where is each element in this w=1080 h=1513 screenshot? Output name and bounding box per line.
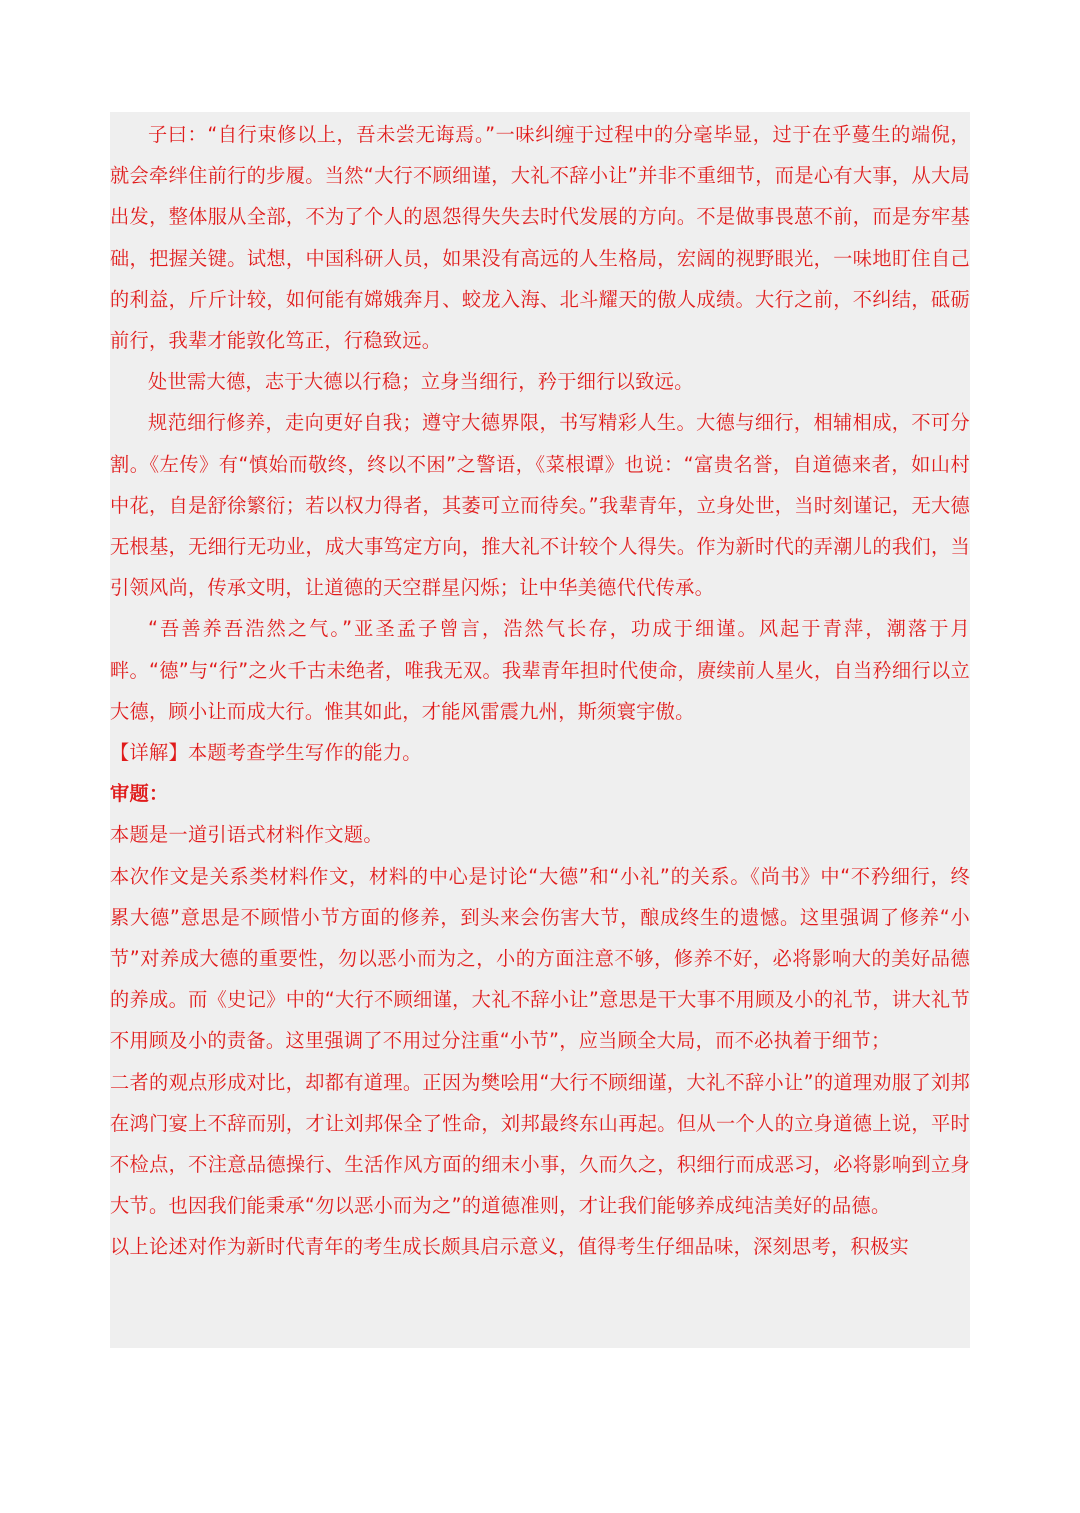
paragraph: 以上论述对作为新时代青年的考生成长颇具启示意义，值得考生仔细品味，深刻思考，积极实 [110, 1235, 909, 1259]
paragraph: 本次作文是关系类材料作文，材料的中心是讨论“大德”和“小礼”的关系。《尚书》中“不矜细行，终累大德”意思是不顾惜小节方面的修养，到头来会伤害大节，酿成终生的遗憾。这里强调了修养“小节”对养成大德的重要性，勿以恶小而为之，小的方面注意不够，修养不好，必将影响大的美好品德的养成。而《史记》中的“大行不顾细谨，大礼不辞小让”意思是干大事不用顾及小的礼节，讲大礼节不用顾及小的责备。这里强调了不用过分注重“小节”，应当顾全大局，而不必执着于细节； [110, 864, 970, 1053]
paragraph: 二者的观点形成对比，却都有道理。正因为樊哙用“大行不顾细谨，大礼不辞小让”的道理劝服了刘邦在鸿门宴上不辞而别，才让刘邦保全了性命，刘邦最终东山再起。但从一个人的立身道德上说，平时不检点，不注意品德操行、生活作风方面的细末小事，久而久之，积细行而成恶习，必将影响到立身大节。也因我们能秉承“勿以恶小而为之”的道德准则，才让我们能够养成纯洁美好的品德。 [110, 1070, 970, 1218]
section-label-shenti: 审题： [110, 782, 169, 806]
paragraph: “吾善养吾浩然之气。”亚圣孟子曾言，浩然气长存，功成于细谨。风起于青萍，潮落于月畔。“德”与“行”之火千古未绝者，唯我无双。我辈青年担时代使命，赓续前人星火，自当矜细行以立大德，顾小让而成大行。惟其如此，才能风雷震九州，斯须寰宇傲。 [110, 617, 970, 723]
paragraph: 本题是一道引语式材料作文题。 [110, 823, 383, 847]
explanation-heading: 【详解】本题考查学生写作的能力。 [110, 741, 422, 765]
paragraph: 子曰：“自行束修以上，吾未尝无诲焉。”一味纠缠于过程中的分毫毕显，过于在乎蔓生的端倪，就会牵绊住前行的步履。当然“大行不顾细谨，大礼不辞小让”并非不重细节，而是心有大事，从大局出发，整体服从全部，不为了个人的恩怨得失失去时代发展的方向。不是做事畏葸不前，而是夯牢基础，把握关键。试想，中国科研人员，如果没有高远的人生格局，宏阔的视野眼光，一味地盯住自己的利益，斤斤计较，如何能有嫦娥奔月、蛟龙入海、北斗耀天的傲人成绩。大行之前，不纠结，砥砺前行，我辈才能敦化笃正，行稳致远。 [110, 123, 970, 353]
paragraph: 处世需大德，志于大德以行稳；立身当细行，矜于细行以致远。 [148, 370, 694, 394]
paragraph: 规范细行修养，走向更好自我；遵守大德界限，书写精彩人生。大德与细行，相辅相成，不可分割。《左传》有“慎始而敬终，终以不困”之警语，《菜根谭》也说：“富贵名誉，自道德来者，如山村中花，自是舒徐繁衍；若以权力得者，其萎可立而待矣。”我辈青年，立身处世，当时刻谨记，无大德无根基，无细行无功业，成大事笃定方向，推大礼不计较个人得失。作为新时代的弄潮儿的我们，当引领风尚，传承文明，让道德的天空群星闪烁；让中华美德代代传承。 [110, 411, 970, 600]
essay-text-block [110, 112, 970, 1348]
